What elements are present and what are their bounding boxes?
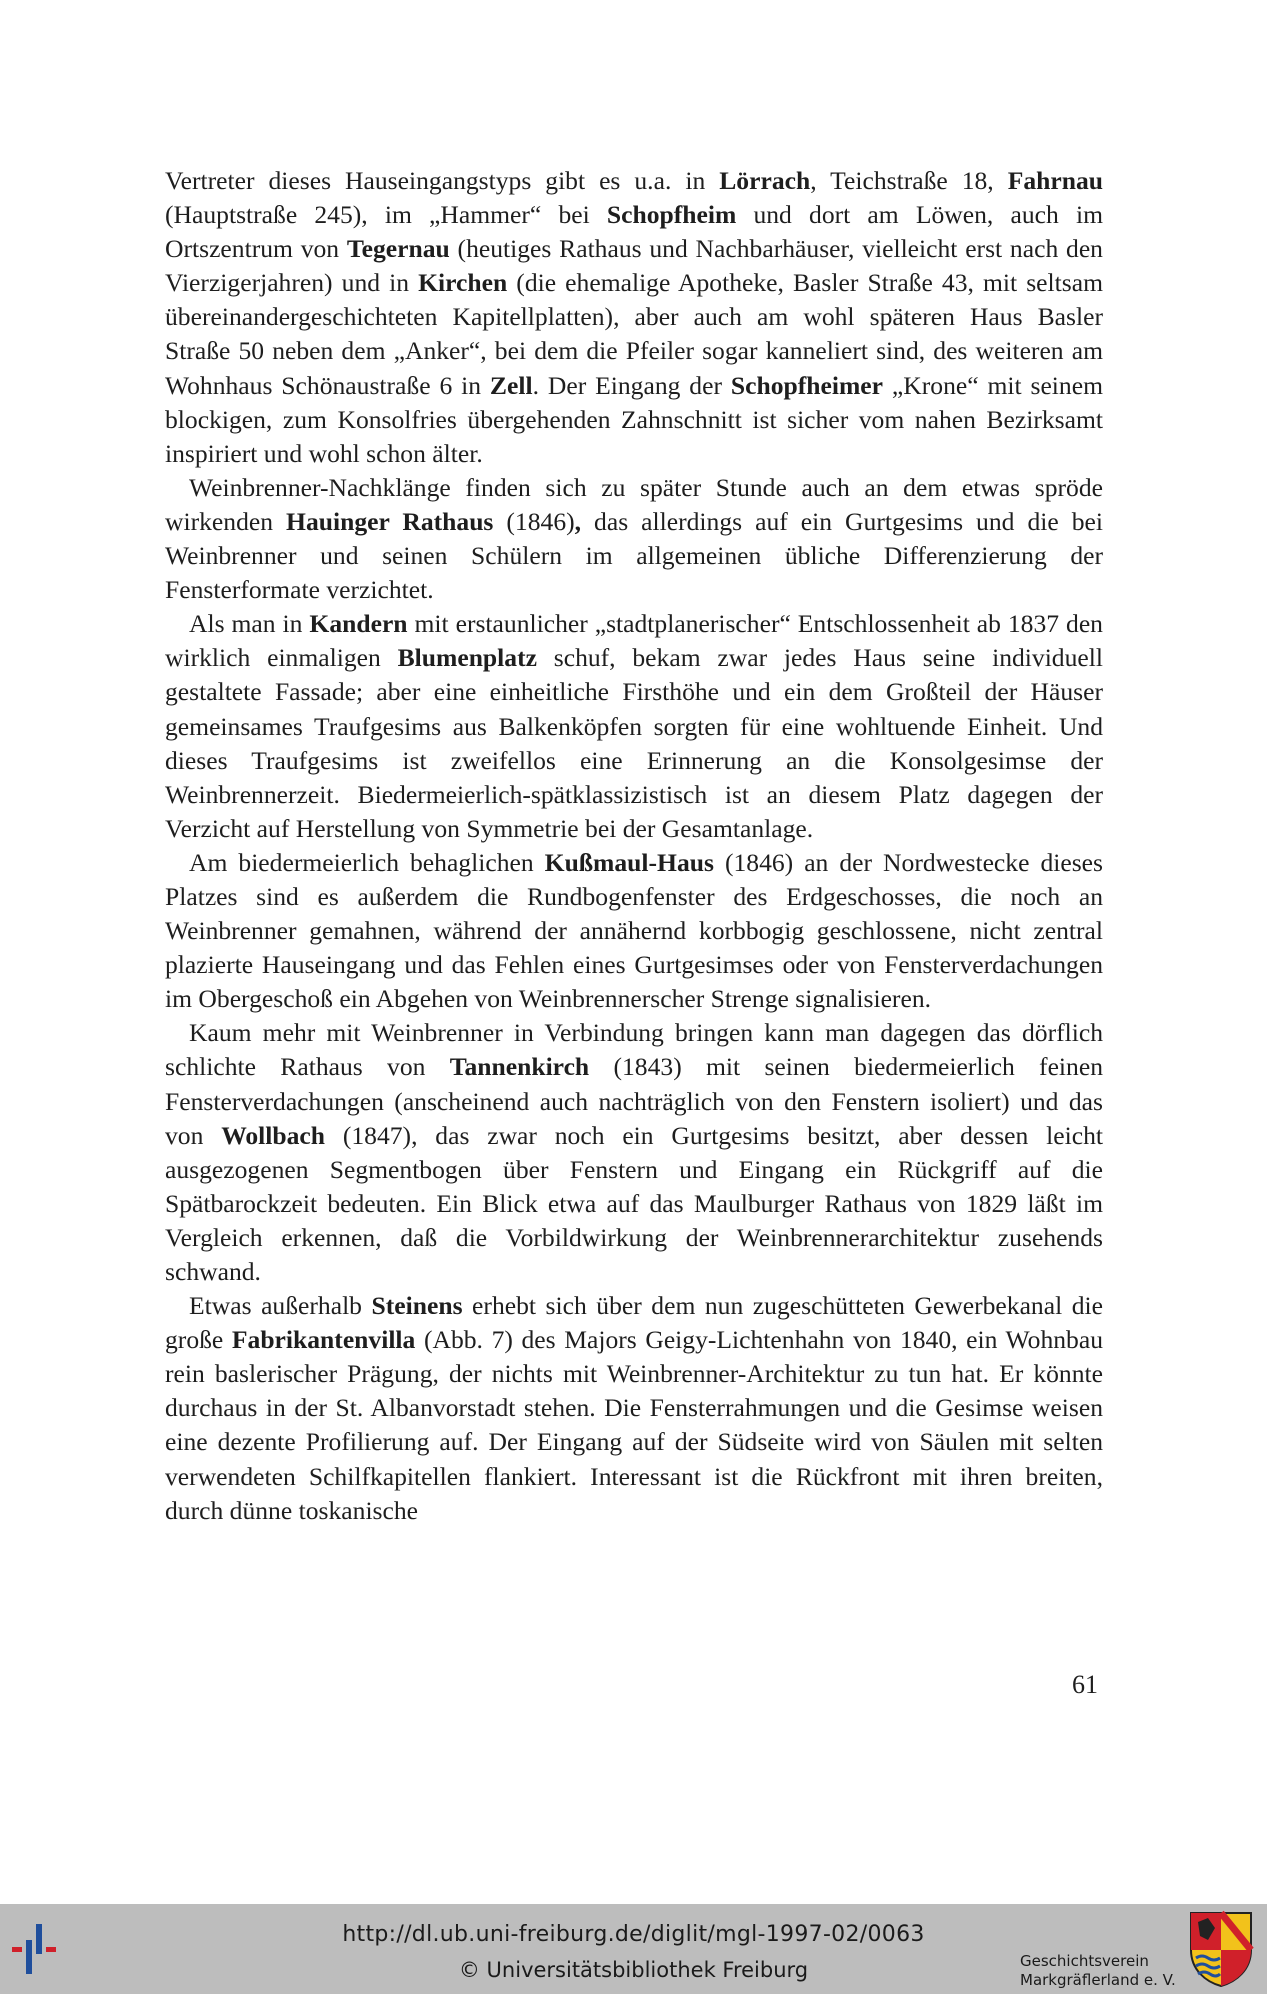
text-run: Als man in xyxy=(189,609,310,639)
bold-place-name: , xyxy=(574,506,582,536)
copyright-notice: © Universitätsbibliothek Freiburg xyxy=(458,1958,809,1982)
bold-place-name: Fahrnau xyxy=(1007,166,1103,195)
publisher-name-line-2: Markgräflerland e. V. xyxy=(1020,1971,1176,1989)
bold-place-name: Hauinger Rathaus xyxy=(286,506,494,536)
text-run: erhebt sich über dem nun zugeschütteten Gewerbekanal die große xyxy=(165,1291,1103,1355)
source-url[interactable]: http://dl.ub.uni-freiburg.de/diglit/mgl-1997-02/0063 xyxy=(342,1922,925,1947)
paragraph xyxy=(165,471,1103,607)
text-run: Am biedermeierlich behaglichen xyxy=(189,847,545,877)
paragraph xyxy=(165,846,1103,1016)
text-run: schuf, bekam zwar jedes Haus seine individuell gestaltete Fassade; aber eine einheitliche Firsthöhe und ein dem Großteil der Häuser gemeinsames Traufgesims aus Balkenköpfen sorgten für eine wohltuende Einheit. Und dieses Traufgesims ist zweifellos eine Erinnerung an die Konsolgesimse der Weinbrennerzeit. Biedermeierlich-spätklassizistisch ist an diesem Platz dagegen der Verzicht auf Herstellung von Symmetrie bei der Gesamtanlage. xyxy=(165,643,1103,843)
bold-place-name: Kandern xyxy=(309,609,408,639)
bold-place-name: Lörrach xyxy=(719,166,811,195)
bold-place-name: Kirchen xyxy=(418,268,508,298)
footer-bar xyxy=(0,1904,1267,1994)
text-run: , Teichstraße 18, xyxy=(810,166,1008,195)
publisher-name-line-1: Geschichtsverein xyxy=(1020,1952,1149,1970)
page-number: 61 xyxy=(1072,1670,1098,1699)
bold-place-name: Fabrikantenvilla xyxy=(231,1325,416,1355)
publisher-name xyxy=(1020,1952,1176,1990)
paragraph xyxy=(165,164,1103,471)
text-run: Etwas außerhalb xyxy=(189,1291,372,1321)
text-run: (Hauptstraße 245), im „Hammer“ bei xyxy=(165,200,607,230)
text-run: mit erstaunlicher „stadtplanerischer“ Entschlossenheit ab 1837 den wirklich einmaligen xyxy=(165,609,1103,673)
bold-place-name: Tegernau xyxy=(346,234,450,264)
bold-place-name: Schopfheimer xyxy=(730,370,884,400)
text-run: Weinbrenner-Nachklänge finden sich zu später Stunde auch an dem etwas spröde wirkenden xyxy=(165,472,1103,536)
text-run: (1847), das zwar noch ein Gurtgesims besitzt, aber dessen leicht ausgezogenen Segmentbogen über Fenstern und Eingang ein Rückgriff auf die Spätbarockzeit bedeuten. Ein Blick etwa auf das Maulburger Rathaus von 1829 läßt im Vergleich erkennen, daß die Vorbildwirkung der Weinbrennerarchitektur zusehends schwand. xyxy=(165,1120,1103,1286)
text-run: (1843) mit seinen biedermeierlich feinen Fensterverdachungen (anscheinend auch nachträglich von den Fenstern isoliert) und das von xyxy=(165,1052,1103,1150)
body-text xyxy=(165,164,1103,1528)
paragraph xyxy=(165,607,1103,846)
text-run: (heutiges Rathaus und Nachbarhäuser, vielleicht erst nach den Vierzigerjahren) und in xyxy=(165,234,1103,298)
text-run: „Krone“ mit seinem blockigen, zum Konsolfries übergehenden Zahnschnitt ist sicher vom nahen Bezirksamt inspiriert und wohl schon älter. xyxy=(165,370,1103,468)
paragraph xyxy=(165,1289,1103,1528)
bold-place-name: Steinens xyxy=(371,1291,463,1321)
text-run: (1846) an der Nordwestecke dieses Platzes sind es außerdem die Rundbogenfenster des Erdgeschosses, die noch an Weinbrenner gemahnen, während der annähernd korbbogig geschlossene, nicht zentral plazierte Hauseingang und das Fehlen eines Gurtgesimses oder von Fensterverdachungen im Obergeschoß ein Abgehen von Weinbrennerscher Strenge signalisieren. xyxy=(165,847,1104,1014)
text-run: und dort am Löwen, auch im Ortszentrum von xyxy=(165,200,1104,264)
bold-place-name: Wollbach xyxy=(221,1120,326,1150)
coat-of-arms-icon xyxy=(1188,1910,1254,1988)
bold-place-name: Kußmaul-Haus xyxy=(544,847,714,877)
text-run: Vertreter dieses Hauseingangstyps gibt es u.a. in xyxy=(165,166,720,195)
bold-place-name: Zell xyxy=(489,370,533,400)
text-run: Kaum mehr mit Weinbrenner in Verbindung bringen kann man dagegen das dörflich schlichte Rathaus von xyxy=(165,1018,1103,1082)
text-run: (1846) xyxy=(493,506,575,536)
text-run: das allerdings auf ein Gurtgesims und die bei Weinbrenner und seinen Schülern im allgemeinen übliche Differenzierung der Fensterformate verzichtet. xyxy=(165,506,1103,605)
text-run: (die ehemalige Apotheke, Basler Straße 43, mit seltsam übereinandergeschichteten Kapitellplatten), aber auch am wohl späteren Haus Basler Straße 50 neben dem „Anker“, bei dem die Pfeiler sogar kanneliert sind, des weiteren am Wohnhaus Schönaustraße 6 in xyxy=(165,268,1103,400)
paragraph xyxy=(165,1016,1103,1289)
bold-place-name: Schopfheim xyxy=(606,200,737,230)
bold-place-name: Tannenkirch xyxy=(449,1052,590,1082)
text-run: (Abb. 7) des Majors Geigy-Lichtenhahn von 1840, ein Wohnbau rein baslerischer Prägung, der nichts mit Weinbrenner-Architektur zu tun hat. Er könnte durchaus in der St. Albanvorstadt stehen. Die Fensterrahmungen und die Gesimse weisen eine dezente Profilierung auf. Der Eingang auf der Südseite wird von Säulen mit selten verwendeten Schilfkapitellen flankiert. Interessant ist die Rückfront mit ihren breiten, durch dünne toskanische xyxy=(165,1325,1104,1525)
bold-place-name: Blumenplatz xyxy=(397,643,537,673)
text-run: . Der Eingang der xyxy=(532,370,731,400)
